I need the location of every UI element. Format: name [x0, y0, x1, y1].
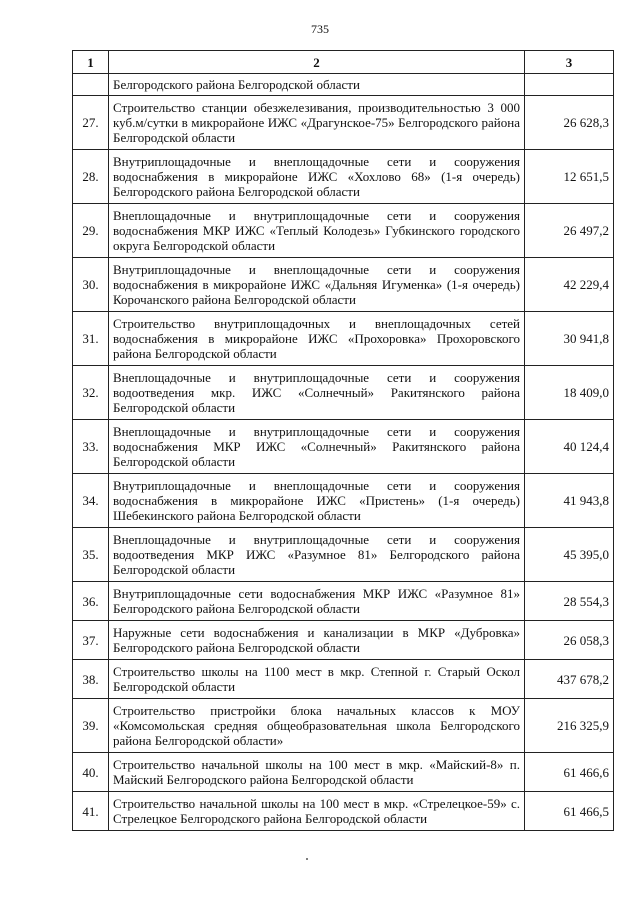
- row-value: 216 325,9: [525, 699, 614, 753]
- row-value: 18 409,0: [525, 366, 614, 420]
- row-description: Строительство станции обезжелезивания, производительностью 3 000 куб.м/сутки в микрорайоне ИЖС «Драгунское-75» Белгородского района Белгородской области: [109, 96, 525, 150]
- row-number: 37.: [73, 621, 109, 660]
- row-description: Внутриплощадочные и внеплощадочные сети и сооружения водоснабжения в микрорайоне ИЖС «Пристень» (1-я очередь) Шебекинского района Белгородской области: [109, 474, 525, 528]
- header-row: [73, 51, 614, 74]
- row-value: 30 941,8: [525, 312, 614, 366]
- row-value: 28 554,3: [525, 582, 614, 621]
- row-description: Внеплощадочные и внутриплощадочные сети и сооружения водоотведения мкр. ИЖС «Солнечный» Ракитянского района Белгородской области: [109, 366, 525, 420]
- row-description: Внутриплощадочные и внеплощадочные сети и сооружения водоснабжения в микрорайоне ИЖС «Дальняя Игуменка» (1-я очередь) Корочанского района Белгородской области: [109, 258, 525, 312]
- row-description: Строительство внутриплощадочных и внеплощадочных сетей водоснабжения в микрорайоне ИЖС «Прохоровка» Прохоровского района Белгородской области: [109, 312, 525, 366]
- row-value: 42 229,4: [525, 258, 614, 312]
- row-number: 38.: [73, 660, 109, 699]
- row-number: 30.: [73, 258, 109, 312]
- row-value: 437 678,2: [525, 660, 614, 699]
- projects-table: [72, 50, 614, 831]
- row-value: 61 466,6: [525, 753, 614, 792]
- row-description: Внеплощадочные и внутриплощадочные сети и сооружения водоснабжения МКР ИЖС «Теплый Колодезь» Губкинского городского округа Белгородской области: [109, 204, 525, 258]
- table-row: [73, 420, 614, 474]
- row-number: 33.: [73, 420, 109, 474]
- row-number: 36.: [73, 582, 109, 621]
- row-description: Внеплощадочные и внутриплощадочные сети и сооружения водоснабжения МКР ИЖС «Солнечный» Ракитянского района Белгородской области: [109, 420, 525, 474]
- row-number: 28.: [73, 150, 109, 204]
- table-row: [73, 474, 614, 528]
- row-number: 40.: [73, 753, 109, 792]
- table-row: [73, 150, 614, 204]
- row-number: [73, 74, 109, 96]
- row-number: 32.: [73, 366, 109, 420]
- row-number: 41.: [73, 792, 109, 831]
- row-value: 26 058,3: [525, 621, 614, 660]
- table-row: [73, 204, 614, 258]
- table-row: [73, 621, 614, 660]
- table-row: [73, 312, 614, 366]
- table-body: [73, 74, 614, 831]
- row-description: Строительство школы на 1100 мест в мкр. Степной г. Старый Оскол Белгородской области: [109, 660, 525, 699]
- row-value: 41 943,8: [525, 474, 614, 528]
- row-description: Внутриплощадочные сети водоснабжения МКР ИЖС «Разумное 81» Белгородского района Белгородской области: [109, 582, 525, 621]
- row-description: Внеплощадочные и внутриплощадочные сети и сооружения водоотведения МКР ИЖС «Разумное 81» Белгородского района Белгородской области: [109, 528, 525, 582]
- row-description: Наружные сети водоснабжения и канализации в МКР «Дубровка» Белгородского района Белгородской области: [109, 621, 525, 660]
- table-row: [73, 96, 614, 150]
- table-row: [73, 792, 614, 831]
- row-number: 39.: [73, 699, 109, 753]
- scan-speck: [306, 858, 308, 860]
- row-value: 12 651,5: [525, 150, 614, 204]
- row-description: Строительство начальной школы на 100 мест в мкр. «Стрелецкое-59» с. Стрелецкое Белгородского района Белгородской области: [109, 792, 525, 831]
- header-col-2: 2: [109, 51, 525, 74]
- row-number: 35.: [73, 528, 109, 582]
- row-description: Строительство начальной школы на 100 мест в мкр. «Майский-8» п. Майский Белгородского района Белгородской области: [109, 753, 525, 792]
- table-row: [73, 74, 614, 96]
- row-number: 29.: [73, 204, 109, 258]
- table-row: [73, 366, 614, 420]
- row-value: 45 395,0: [525, 528, 614, 582]
- table-row: [73, 582, 614, 621]
- row-value: 40 124,4: [525, 420, 614, 474]
- row-value: 61 466,5: [525, 792, 614, 831]
- page-number: 735: [311, 22, 329, 36]
- table-header: [73, 51, 614, 74]
- table-row: [73, 528, 614, 582]
- table-row: [73, 699, 614, 753]
- row-value: 26 628,3: [525, 96, 614, 150]
- row-value: 26 497,2: [525, 204, 614, 258]
- row-description: Белгородского района Белгородской области: [109, 74, 525, 96]
- row-number: 34.: [73, 474, 109, 528]
- table-row: [73, 753, 614, 792]
- row-description: Внутриплощадочные и внеплощадочные сети и сооружения водоснабжения в микрорайоне ИЖС «Хохлово 68» (1-я очередь) Белгородского района Белгородской области: [109, 150, 525, 204]
- row-value: [525, 74, 614, 96]
- row-number: 31.: [73, 312, 109, 366]
- table-row: [73, 258, 614, 312]
- header-col-1: 1: [73, 51, 109, 74]
- row-number: 27.: [73, 96, 109, 150]
- header-col-3: 3: [525, 51, 614, 74]
- row-description: Строительство пристройки блока начальных классов к МОУ «Комсомольская средняя общеобразовательная школа Белгородского района Белгородской области»: [109, 699, 525, 753]
- table-row: [73, 660, 614, 699]
